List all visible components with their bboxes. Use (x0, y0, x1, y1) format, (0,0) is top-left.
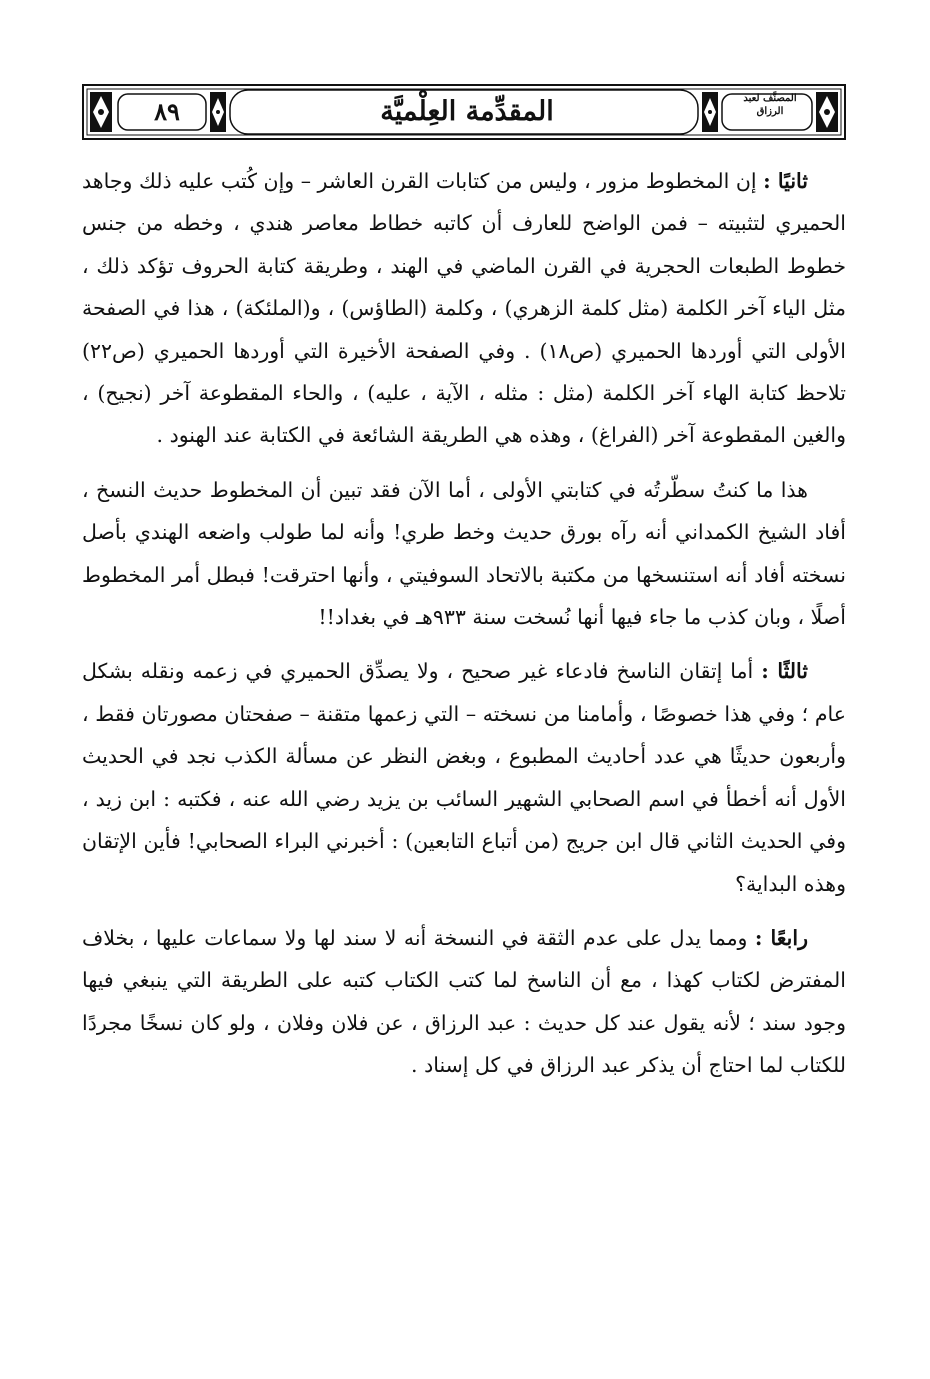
paragraph-text: إن المخطوط مزور ، وليس من كتابات القرن العاشر – وإن كُتب عليه ذلك وجاهد الحميري لتثبيته – فمن الواضح للعارف أن كاتبه خطاط معاصر هندي ، وخطه من جنس خطوط الطبعات الحجرية في القرن الماضي في الهند ، وطريقة كتابة الحروف تؤكد ذلك ، مثل الياء آخر الكلمة (مثل كلمة الزهري) ، وكلمة (الطاؤس) ، و(الملئكة) ، هذا في الصفحة الأولى التي أوردها الحميري (ص١٨) . وفي الصفحة الأخيرة التي أوردها الحميري (ص٢٢) تلاحظ كتابة الهاء آخر الكلمة (مثل : مثله ، الآية ، عليه) ، والحاء المقطوعة آخر (نجيح) ، والغين المقطوعة آخر (الفراغ) ، وهذه هي الطريقة الشائعة في الكتابة عند الهنود . (82, 169, 846, 448)
paragraph-fourthly (82, 917, 846, 1087)
paragraph-lead: ثانيًا : (763, 169, 808, 193)
paragraph-lead: رابعًا : (754, 925, 808, 950)
paragraph-lead: ثالثًا : (761, 659, 808, 684)
chapter-title: المقدِّمة العِلْميَّة (380, 96, 554, 127)
page-number: ٨٩ (154, 97, 180, 126)
book-emblem: المصنَّف لعبد الرزاق (743, 93, 797, 117)
paragraph-thirdly (82, 650, 846, 904)
page-body (82, 160, 846, 1087)
paragraph-text: ومما يدل على عدم الثقة في النسخة أنه لا سند لها ولا سماعات عليها ، بخلاف المفترض لكتاب كهذا ، مع أن الناسخ لما كتب الكتاب كتبه على الطريقة التي ينبغي فيها وجود سند ؛ لأنه يقول عند كل حديث : عبد الرزاق ، عن فلان وفلان ، ولو كان نسخًا مجردًا للكتاب لما احتاج أن يذكر عبد الرزاق في كل إسناد . (82, 925, 846, 1078)
paragraph-text: هذا ما كنتُ سطّرتُه في كتابتي الأولى ، أما الآن فقد تبين أن المخطوط حديث النسخ ، أفاد الشيخ الكمداني أنه رآه بورق حديث وخط طري! وأنه لما طولب واضعه الهندي بأصل نسخته أفاد أنه استنسخها من مكتبة بالاتحاد السوفيتي ، وأنها احترقت! فبطل أمر المخطوط أصلًا ، وبان كذب ما جاء فيها أنها نُسخت سنة ٩٣٣هـ في بغداد!! (82, 477, 846, 630)
paragraph-secondly (82, 160, 846, 457)
paragraph-correction (82, 469, 846, 639)
page-header (82, 84, 846, 140)
paragraph-text: أما إتقان الناسخ فادعاء غير صحيح ، ولا يصدِّق الحميري في زعمه ونقله بشكل عام ؛ وفي هذا خصوصًا ، وأمامنا من نسخته – التي زعمها متقنة – صفحتان مصورتان فقط ، وأربعون حديثًا هي عدد أحاديث المطبوع ، وبغض النظر عن مسألة الكذب نجد في الحديث الأول أنه أخطأ في اسم الصحابي الشهير السائب بن يزيد رضي الله عنه ، فكتبه : ابن زيد ، وفي الحديث الثاني قال ابن جريج (من أتباع التابعين) : أخبرني البراء الصحابي! فأين الإتقان وهذه البداية؟ (82, 659, 846, 896)
